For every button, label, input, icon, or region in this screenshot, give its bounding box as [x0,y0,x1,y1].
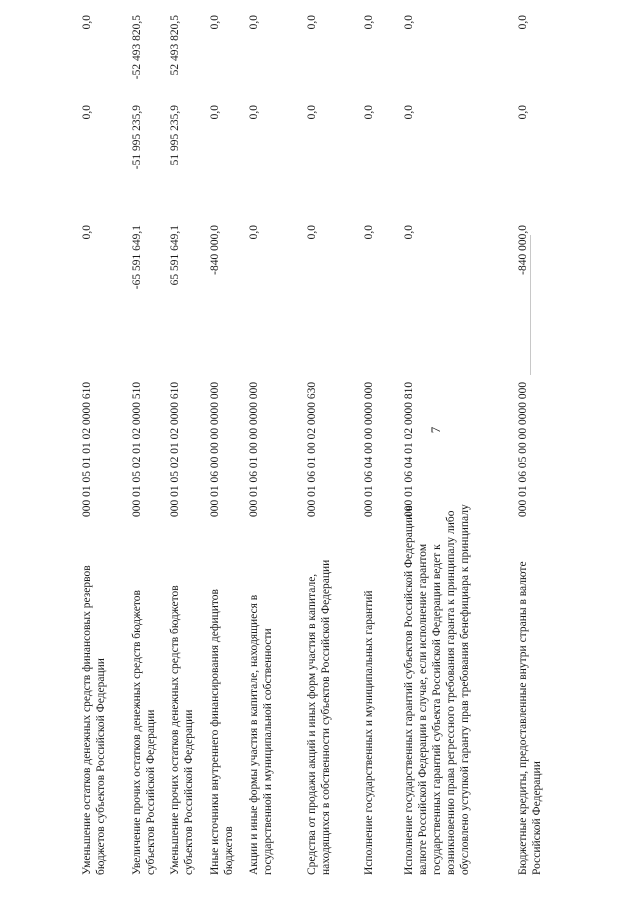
row-value-3: 52 493 820,5 [169,15,181,76]
row-name: Исполнение государственных и муниципальных гарантий [363,590,375,875]
row-value-2: 0,0 [248,105,260,120]
row-value-1: 0,0 [248,225,260,240]
row-value-3: 0,0 [403,15,415,30]
row-name: Исполнение государственных гарантий субъектов Российской Федерации в валюте Российской Федерации в случае, если исполнение гарантом государственных гарантий субъекта Российской Федерации ведет к возникновению права регрессного требования гаранта к принципалу либо обусловлено уступкой гаранту прав требования бенефициара к принципалу [403,504,471,875]
row-name: Средства от продажи акций и иных форм участия в капитале, находящихся в собственности субъектов Российской Федерации [306,559,332,875]
row-value-1: 0,0 [403,225,415,240]
row-value-2: 0,0 [209,105,221,120]
row-value-3: -52 493 820,5 [131,15,143,80]
row-value-2: 0,0 [81,105,93,120]
row-code: 000 01 06 04 01 02 0000 810 [403,381,415,517]
row-value-1: 0,0 [363,225,375,240]
row-value-1: 0,0 [81,225,93,240]
row-value-1: 0,0 [306,225,318,240]
row-code: 000 01 05 02 01 02 0000 610 [169,381,181,517]
row-code: 000 01 06 01 00 02 0000 630 [306,381,318,517]
row-value-3: 0,0 [306,15,318,30]
page-number: 7 [428,426,443,434]
row-name: Уменьшение прочих остатков денежных средств бюджетов субъектов Российской Федерации [169,585,195,875]
row-value-1: -65 591 649,1 [131,225,143,290]
rotated-table [80,15,550,895]
row-value-1: 65 591 649,1 [169,225,181,286]
row-code: 000 01 06 05 00 00 0000 000 [517,381,529,517]
row-value-2: 0,0 [363,105,375,120]
row-code: 000 01 05 02 01 02 0000 510 [131,381,143,517]
row-code: 000 01 05 01 01 02 0000 610 [81,381,93,517]
row-value-3: 0,0 [209,15,221,30]
row-value-2: -51 995 235,9 [131,105,143,170]
row-code: 000 01 06 00 00 00 0000 000 [209,381,221,517]
row-value-3: 0,0 [363,15,375,30]
row-value-3: 0,0 [248,15,260,30]
row-value-2: 0,0 [306,105,318,120]
row-value-1: -840 000,0 [209,225,221,275]
row-value-1: -840 000,0 [517,225,529,275]
row-value-3: 0,0 [517,15,529,30]
row-name: Иные источники внутреннего финансирования дефицитов бюджетов [209,589,235,875]
row-value-3: 0,0 [81,15,93,30]
header-rule [530,235,531,375]
row-name: Акции и иные формы участия в капитале, находящиеся в государственной и муниципальной собственности [248,594,274,875]
row-code: 000 01 06 04 00 00 0000 000 [363,381,375,517]
row-value-2: 51 995 235,9 [169,105,181,166]
row-value-2: 0,0 [517,105,529,120]
row-value-2: 0,0 [403,105,415,120]
row-code: 000 01 06 01 00 00 0000 000 [248,381,260,517]
row-name: Увеличение прочих остатков денежных средств бюджетов субъектов Российской Федерации [131,590,157,875]
row-name: Бюджетные кредиты, предоставленные внутри страны в валюте Российской Федерации [517,561,543,875]
row-name: Уменьшение остатков денежных средств финансовых резервов бюджетов субъектов Российской Федерации [81,565,107,875]
